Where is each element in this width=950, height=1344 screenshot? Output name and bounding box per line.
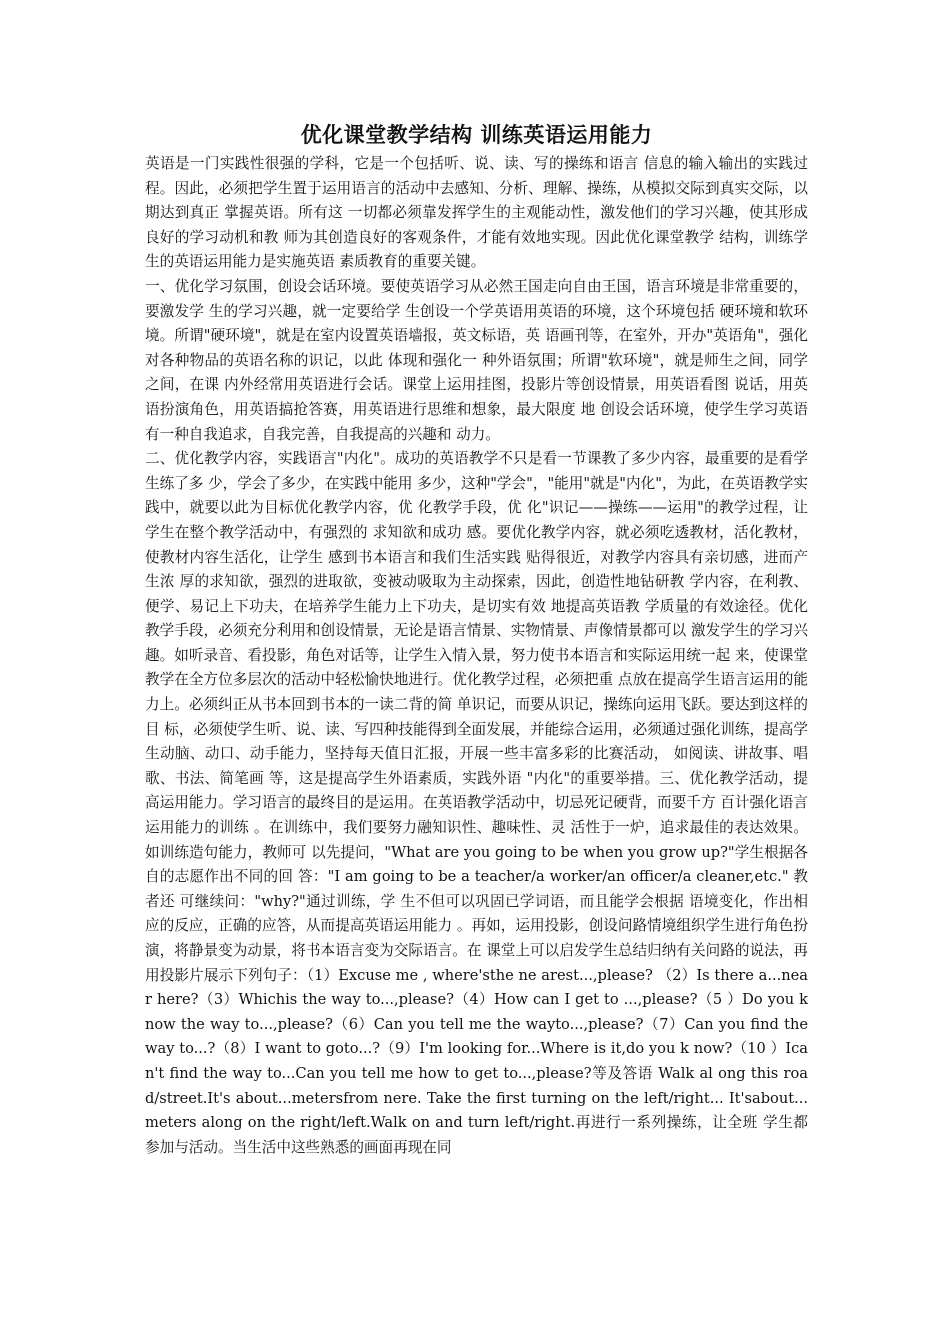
paragraph-intro: 英语是一门实践性很强的学科，它是一个包括听、说、读、写的操练和语言 信息的输入输出的实践过程。因此，必须把学生置于运用语言的活动中去感知、分析、理解、操练，从模拟交际到真实交际，以期达到真正 掌握英语。所有这 一切都必须靠发挥学生的主观能动性，激发他们的学习兴趣，使其形成良好的学习动机和教 师为其创造良好的客观条件，才能有效地实现。因此优化课堂教学 结构，训练学生的英语运用能力是实施英语 素质教育的重要关键。	[145, 155, 808, 271]
paragraph-section-1: 一、优化学习氛围，创设会话环境。要使英语学习从必然王国走向自由王国，语言环境是非常重要的，要激发学 生的学习兴趣，就一定要给学 生创设一个学英语用英语的环境，这个环境包括 硬环境和软环境。所谓"硬环境"，就是在室内设置英语墙报，英文标语，英 语画刊等，在室外，开办"英语角"，强化对各种物品的英语名称的识记，以此 体现和强化一 种外语氛围；所谓"软环境"，就是师生之间，同学之间，在课 内外经常用英语进行会话。课堂上运用挂图，投影片等创设情景，用英语看图 说话，用英语扮演角色，用英语搞抢答赛，用英语进行思维和想象，最大限度 地 创设会话环境，使学生学习英语有一种自我追求，自我完善，自我提高的兴趣和 动力。	[145, 277, 808, 443]
document-page	[145, 120, 808, 1160]
paragraph-section-2: 二、优化教学内容，实践语言"内化"。成功的英语教学不只是看一节课教了多少内容，最重要的是看学生练了多 少，学会了多少，在实践中能用 多少，这种"学会"，"能用"就是"内化"，为此，在英语教学实践中，就要以此为目标优化教学内容，优 化教学手段，优 化"识记——操练——运用"的教学过程，让学生在整个教学活动中，有强烈的 求知欲和成功 感。要优化教学内容，就必须吃透教材，活化教材，使教材内容生活化，让学生 感到书本语言和我们生活实践 贴得很近，对教学内容具有亲切感，进而产生浓 厚的求知欲，强烈的进取欲，变被动吸取为主动探索，因此，创造性地钻研教 学内容，在利教、便学、易记上下功夫，在培养学生能力上下功夫，是切实有效 地提高英语教 学质量的有效途径。优化教学手段，必须充分利用和创设情景，无论是语言情景、实物情景、声像情景都可以 激发学生的学习兴趣。如听录音、看投影，角色对话等，让学生入情入景，努力使书本语言和实际运用统一起 来，使课堂教学在全方位多层次的活动中轻松愉快地进行。优化教学过程，必须把重 点放在提高学生语言运用的能力上。必须纠正从书本回到书本的一读二背的简 单识记，而要从识记，操练向运用飞跃。要达到这样的目 标，必须使学生听、说、读、写四种技能得到全面发展，并能综合运用，必须通过强化训练，提高学 生动脑、动口、动手能力，坚持每天值日汇报，开展一些丰富多彩的比赛活动， 如阅读、讲故事、唱歌、书法、简笔画 等，这是提高学生外语素质，实践外语 "内化"的重要举措。三、优化教学活动，提高运用能力。学习语言的最终目的是运用。在英语教学活动中，切忌死记硬背，而要千方 百计强化语言运用能力的训练 。在训练中，我们要努力融知识性、趣味性、灵 活性于一炉，追求最佳的表达效果。如训练造句能力，教师可 以先提问，"What are you going to be when you grow up?"学生根据各自的志愿作出不同的回 答："I am going to be a teacher/a worker/an officer/a cleaner,etc." 教者还 可继续问："why?"通过训练，学 生不但可以巩固已学词语，而且能学会根据 语境变化，作出相应的反应，正确的应答，从而提高英语运用能力 。再如，运用投影，创设问路情境组织学生进行角色扮演，将静景变为动景，将书本语言变为交际语言。在 课堂上可以启发学生总结归纳有关问路的说法，再用投影片展示下列句子：（1）Excuse me , where'sthe ne arest...,please? （2）Is there a...near here?（3）Whichis the way to...,please?（4）How can I get to ...,please?（5 ）Do you know the way to...,please?（6）Can you tell me the wayto...,please?（7）Can you find the way to...?（8）I want to goto...?（9）I'm looking for...Where is it,do you k now?（10 ）Ican't find the way to...Can you tell me how to get to...,please?等及答语 Walk al ong this road/street.It's about...metersfrom nere. Take the first turning on the left/right... It'sabout...meters along on the right/left.Walk on and turn left/right.再进行一系列操练，让全班 学生都参加与活动。当生活中这些熟悉的画面再现在同	[145, 450, 808, 1156]
document-title: 优化课堂教学结构 训练英语运用能力	[300, 122, 653, 147]
